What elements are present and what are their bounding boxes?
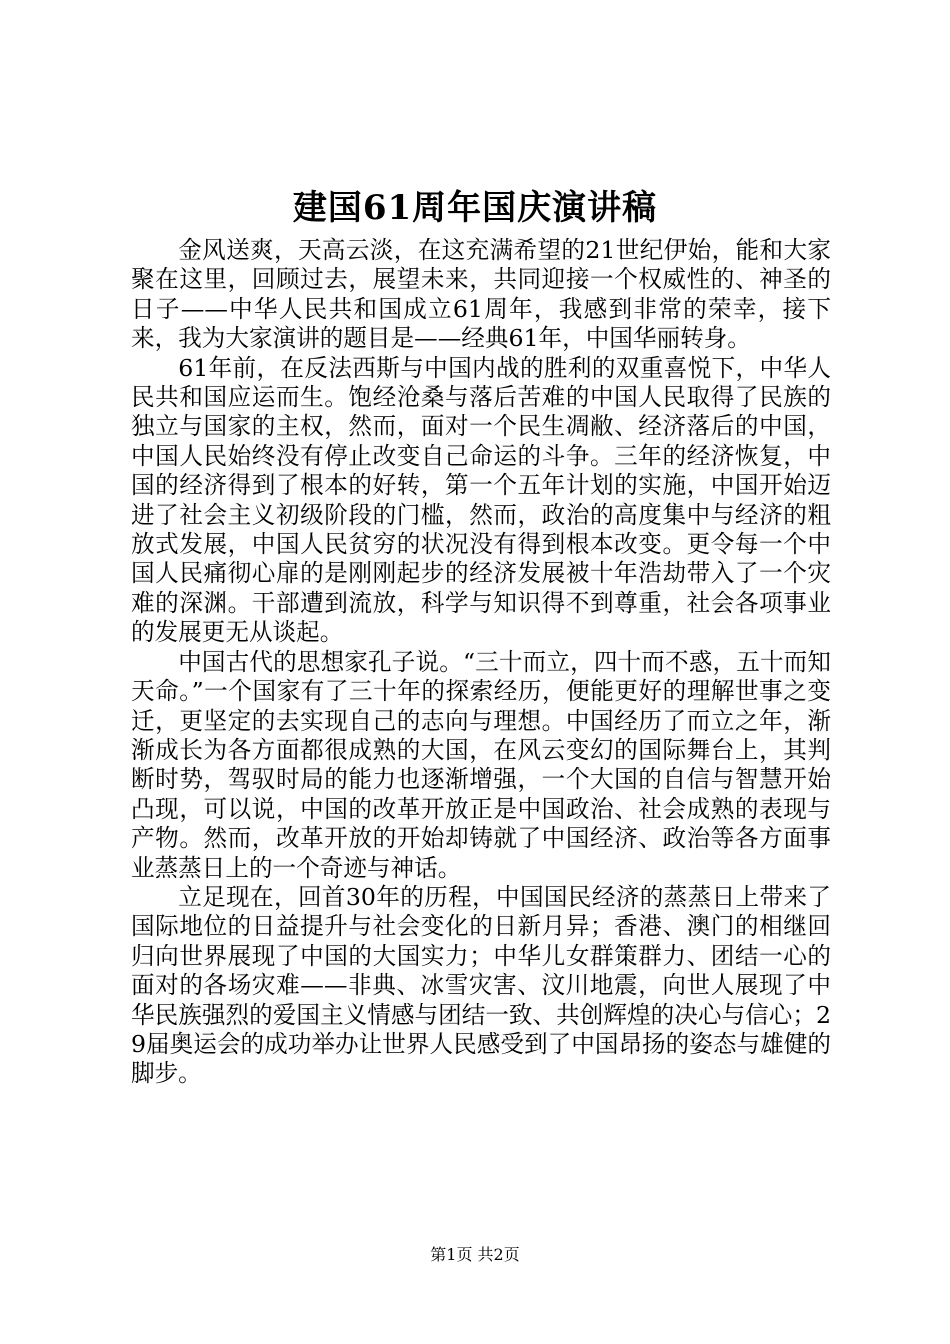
paragraph-2: 61年前，在反法西斯与中国内战的胜利的双重喜悦下，中华人民共和国应运而生。饱经沧桑与落后苦难的中国人民取得了民族的独立与国家的主权，然而，面对一个民生凋敝、经济落后的中国，中国人民始终没有停止改变自己命运的斗争。三年的经济恢复，中国的经济得到了根本的好转，第一个五年计划的实施，中国开始迈进了社会主义初级阶段的门槛，然而，政治的高度集中与经济的粗放式发展，中国人民贫穷的状况没有得到根本改变。更令每一个中国人民痛彻心扉的是刚刚起步的经济发展被十年浩劫带入了一个灾难的深渊。干部遭到流放，科学与知识得不到尊重，社会各项事业的发展更无从谈起。	[131, 353, 831, 647]
paragraph-1: 金风送爽，天高云淡，在这充满希望的21世纪伊始，能和大家聚在这里，回顾过去，展望未来，共同迎接一个权威性的、神圣的日子——中华人民共和国成立61周年，我感到非常的荣幸，接下来，我为大家演讲的题目是——经典61年，中国华丽转身。	[131, 236, 831, 353]
paragraph-3: 中国古代的思想家孔子说。“三十而立，四十而不惑，五十而知天命。”一个国家有了三十年的探索经历，便能更好的理解世事之变迁，更坚定的去实现自己的志向与理想。中国经历了而立之年，渐渐成长为各方面都很成熟的大国，在风云变幻的国际舞台上，其判断时势，驾驭时局的能力也逐渐增强，一个大国的自信与智慧开始凸现，可以说，中国的改革开放正是中国政治、社会成熟的表现与产物。然而，改革开放的开始却铸就了中国经济、政治等各方面事业蒸蒸日上的一个奇迹与神话。	[131, 647, 831, 882]
paragraph-4: 立足现在，回首30年的历程，中国国民经济的蒸蒸日上带来了国际地位的日益提升与社会变化的日新月异；香港、澳门的相继回归向世界展现了中国的大国实力；中华儿女群策群力、团结一心的面对的各场灾难——非典、冰雪灾害、汶川地震，向世人展现了中华民族强烈的爱国主义情感与团结一致、共创辉煌的决心与信心；29届奥运会的成功举办让世界人民感受到了中国昂扬的姿态与雄健的脚步。	[131, 882, 831, 1088]
page-footer: 第1页 共2页	[430, 1245, 520, 1264]
document-title: 建国61周年国庆演讲稿	[292, 188, 658, 228]
document-body	[131, 236, 831, 1089]
